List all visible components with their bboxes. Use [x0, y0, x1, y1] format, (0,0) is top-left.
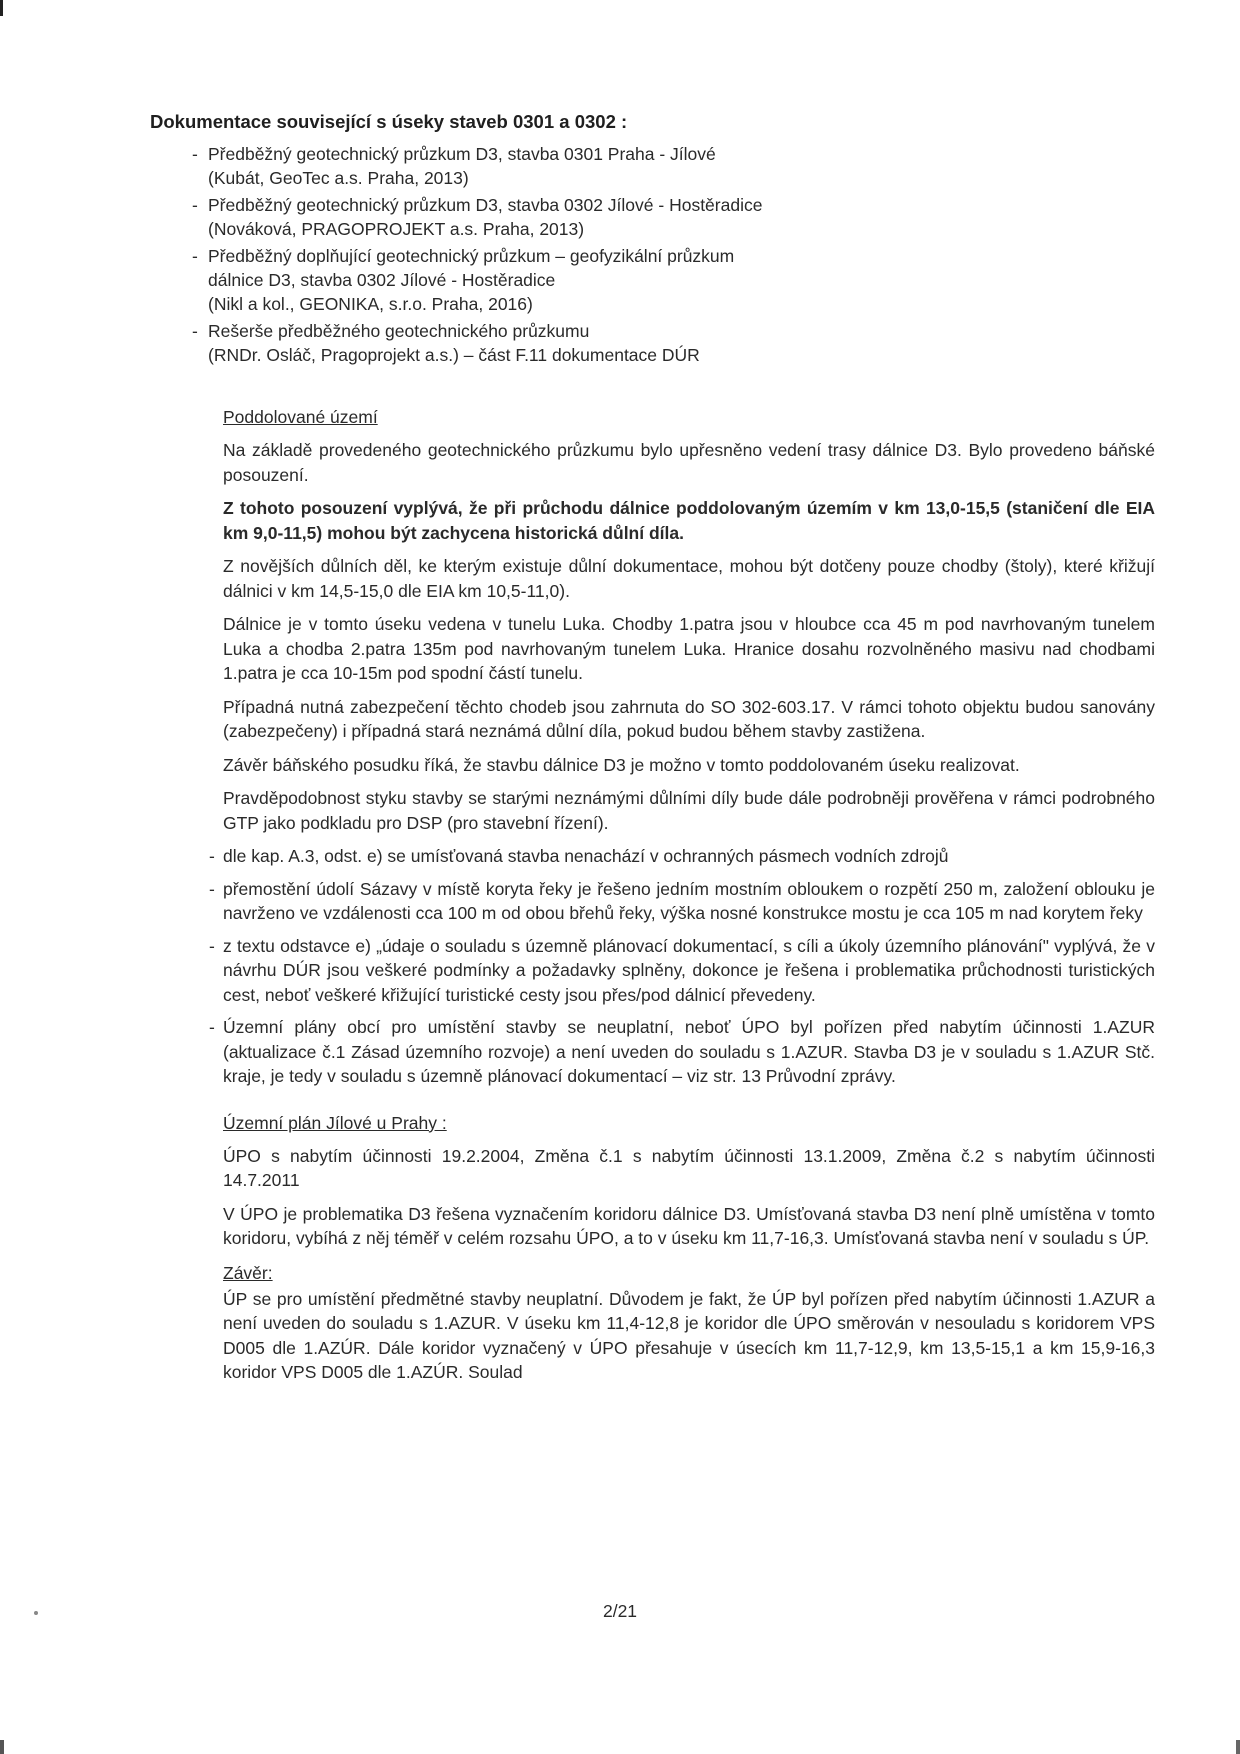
dash-item: - dle kap. A.3, odst. e) se umísťovaná stavba nenachází v ochranných pásmech vodních zdrojů	[223, 844, 1155, 869]
reference-line: (Nikl a kol., GEONIKA, s.r.o. Praha, 2016)	[208, 294, 533, 314]
dash-item: - přemostění údolí Sázavy v místě koryta řeky je řešeno jedním mostním obloukem o rozpětí 250 m, založení oblouku je navrženo ve vzdálenosti cca 100 m od obou břehů řeky, výška nosné konstrukce mostu je cca 105 m nad korytem řeky	[223, 877, 1155, 926]
reference-item	[208, 142, 1155, 190]
paragraph-emphasis: Z tohoto posouzení vyplývá, že při průchodu dálnice poddolovaným územím v km 13,0-15,5 (staničení dle EIA km 9,0-11,5) mohou být zachycena historická důlní díla.	[223, 498, 1155, 543]
reference-line: - Předběžný doplňující geotechnický průzkum – geofyzikální průzkum	[208, 246, 735, 266]
reference-item	[208, 319, 1155, 367]
section-title-uzemni-plan: Územní plán Jílové u Prahy :	[223, 1112, 447, 1133]
paragraph: Dálnice je v tomto úseku vedena v tunelu Luka. Chodby 1.patra jsou v hloubce cca 45 m pod navrhovaným tunelem Luka a chodba 2.patra 135m pod navrhovaným tunelem Luka. Hranice dosahu rozvolněného masivu nad chodbami 1.patra je cca 10-15m pod spodní částí tunelu.	[223, 614, 1155, 683]
page-number: 2/21	[602, 1601, 638, 1621]
paragraph: Závěr báňského posudku říká, že stavbu dálnice D3 je možno v tomto poddolovaném úseku realizovat.	[223, 754, 1020, 775]
reference-item	[208, 193, 1155, 241]
section-title-zaver: Závěr:	[223, 1262, 273, 1283]
reference-line: dálnice D3, stavba 0302 Jílové - Hostěradice	[208, 270, 556, 290]
reference-line: - Předběžný geotechnický průzkum D3, stavba 0301 Praha - Jílové	[208, 144, 716, 164]
page-heading: Dokumentace související s úseky staveb 0301 a 0302 :	[150, 111, 628, 132]
reference-line: (Kubát, GeoTec a.s. Praha, 2013)	[208, 168, 469, 188]
reference-item	[208, 244, 1155, 316]
section-title-poddolovane: Poddolované území	[223, 407, 378, 427]
paragraph: Případná nutná zabezpečení těchto chodeb jsou zahrnuta do SO 302-603.17. V rámci tohoto objektu budou sanovány (zabezpečeny) i případná stará neznámá důlní díla, pokud budou během stavby zastižena.	[223, 696, 1155, 741]
main-content	[150, 405, 1155, 1385]
dash-item: - Územní plány obcí pro umístění stavby se neuplatní, neboť ÚPO byl pořízen před nabytím účinnosti 1.AZUR (aktualizace č.1 Zásad územního rozvoje) a není uveden do souladu s 1.AZUR. Stavba D3 je v souladu s 1.AZUR Stč. kraje, je tedy v souladu s územně plánovací dokumentací – viz str. 13 Průvodní zprávy.	[223, 1015, 1155, 1089]
document-page	[150, 110, 1155, 1394]
paragraph: ÚP se pro umístění předmětné stavby neuplatní. Důvodem je fakt, že ÚP byl pořízen před nabytím účinnosti 1.AZUR a není uveden do souladu s 1.AZUR. V úseku km 11,4-12,8 je koridor dle ÚPO směrován v nesouladu s koridorem VPS D005 dle 1.AZÚR. Dále koridor vyznačený v ÚPO přesahuje v úsecích km 11,7-12,9, km 13,5-15,1 a km 15,9-16,3 koridor VPS D005 dle 1.AZÚR. Soulad	[223, 1288, 1155, 1382]
paragraph: Z novějších důlních děl, ke kterým existuje důlní dokumentace, mohou být dotčeny pouze chodby (štoly), které křižují dálnici v km 14,5-15,0 dle EIA km 10,5-11,0).	[223, 556, 1155, 601]
reference-line: (Nováková, PRAGOPROJEKT a.s. Praha, 2013)	[208, 219, 585, 239]
reference-line: (RNDr. Osláč, Pragoprojekt a.s.) – část F.11 dokumentace DÚR	[208, 345, 700, 365]
reference-line: - Rešerše předběžného geotechnického průzkumu	[208, 321, 590, 341]
paragraph: V ÚPO je problematika D3 řešena vyznačením koridoru dálnice D3. Umísťovaná stavba D3 není plně umístěna v tomto koridoru, vybíhá z něj téměř v celém rozsahu ÚPO, a to v úseku km 11,7-16,3. Umísťovaná stavba není v souladu s ÚP.	[223, 1203, 1155, 1248]
paragraph: ÚPO s nabytím účinnosti 19.2.2004, Změna č.1 s nabytím účinnosti 13.1.2009, Změna č.2 s nabytím účinnosti 14.7.2011	[223, 1145, 1155, 1190]
dash-item: - z textu odstavce e) „údaje o souladu s územně plánovací dokumentací, s cíli a úkoly územního plánování" vyplývá, že v návrhu DÚR jsou veškeré podmínky a požadavky splněny, dokonce je řešena i problematika průchodnosti turistických cest, neboť veškeré křižující turistické cesty jsou přes/pod dálnicí převedeny.	[223, 934, 1155, 1008]
paragraph: Pravděpodobnost styku stavby se starými neznámými důlními díly bude dále podrobněji prověřena v rámci podrobného GTP jako podkladu pro DSP (pro stavební řízení).	[223, 788, 1155, 833]
scan-edge-mark-top	[0, 0, 3, 16]
scan-edge-mark-bottom-left	[0, 1740, 4, 1754]
paragraph: Na základě provedeného geotechnického průzkumu bylo upřesněno vedení trasy dálnice D3. Bylo provedeno báňské posouzení.	[223, 440, 1155, 485]
scan-edge-mark-bottom-right	[1236, 1740, 1240, 1754]
reference-list	[150, 142, 1155, 367]
reference-line: - Předběžný geotechnický průzkum D3, stavba 0302 Jílové - Hostěradice	[208, 195, 763, 215]
dash-list	[223, 844, 1155, 1089]
